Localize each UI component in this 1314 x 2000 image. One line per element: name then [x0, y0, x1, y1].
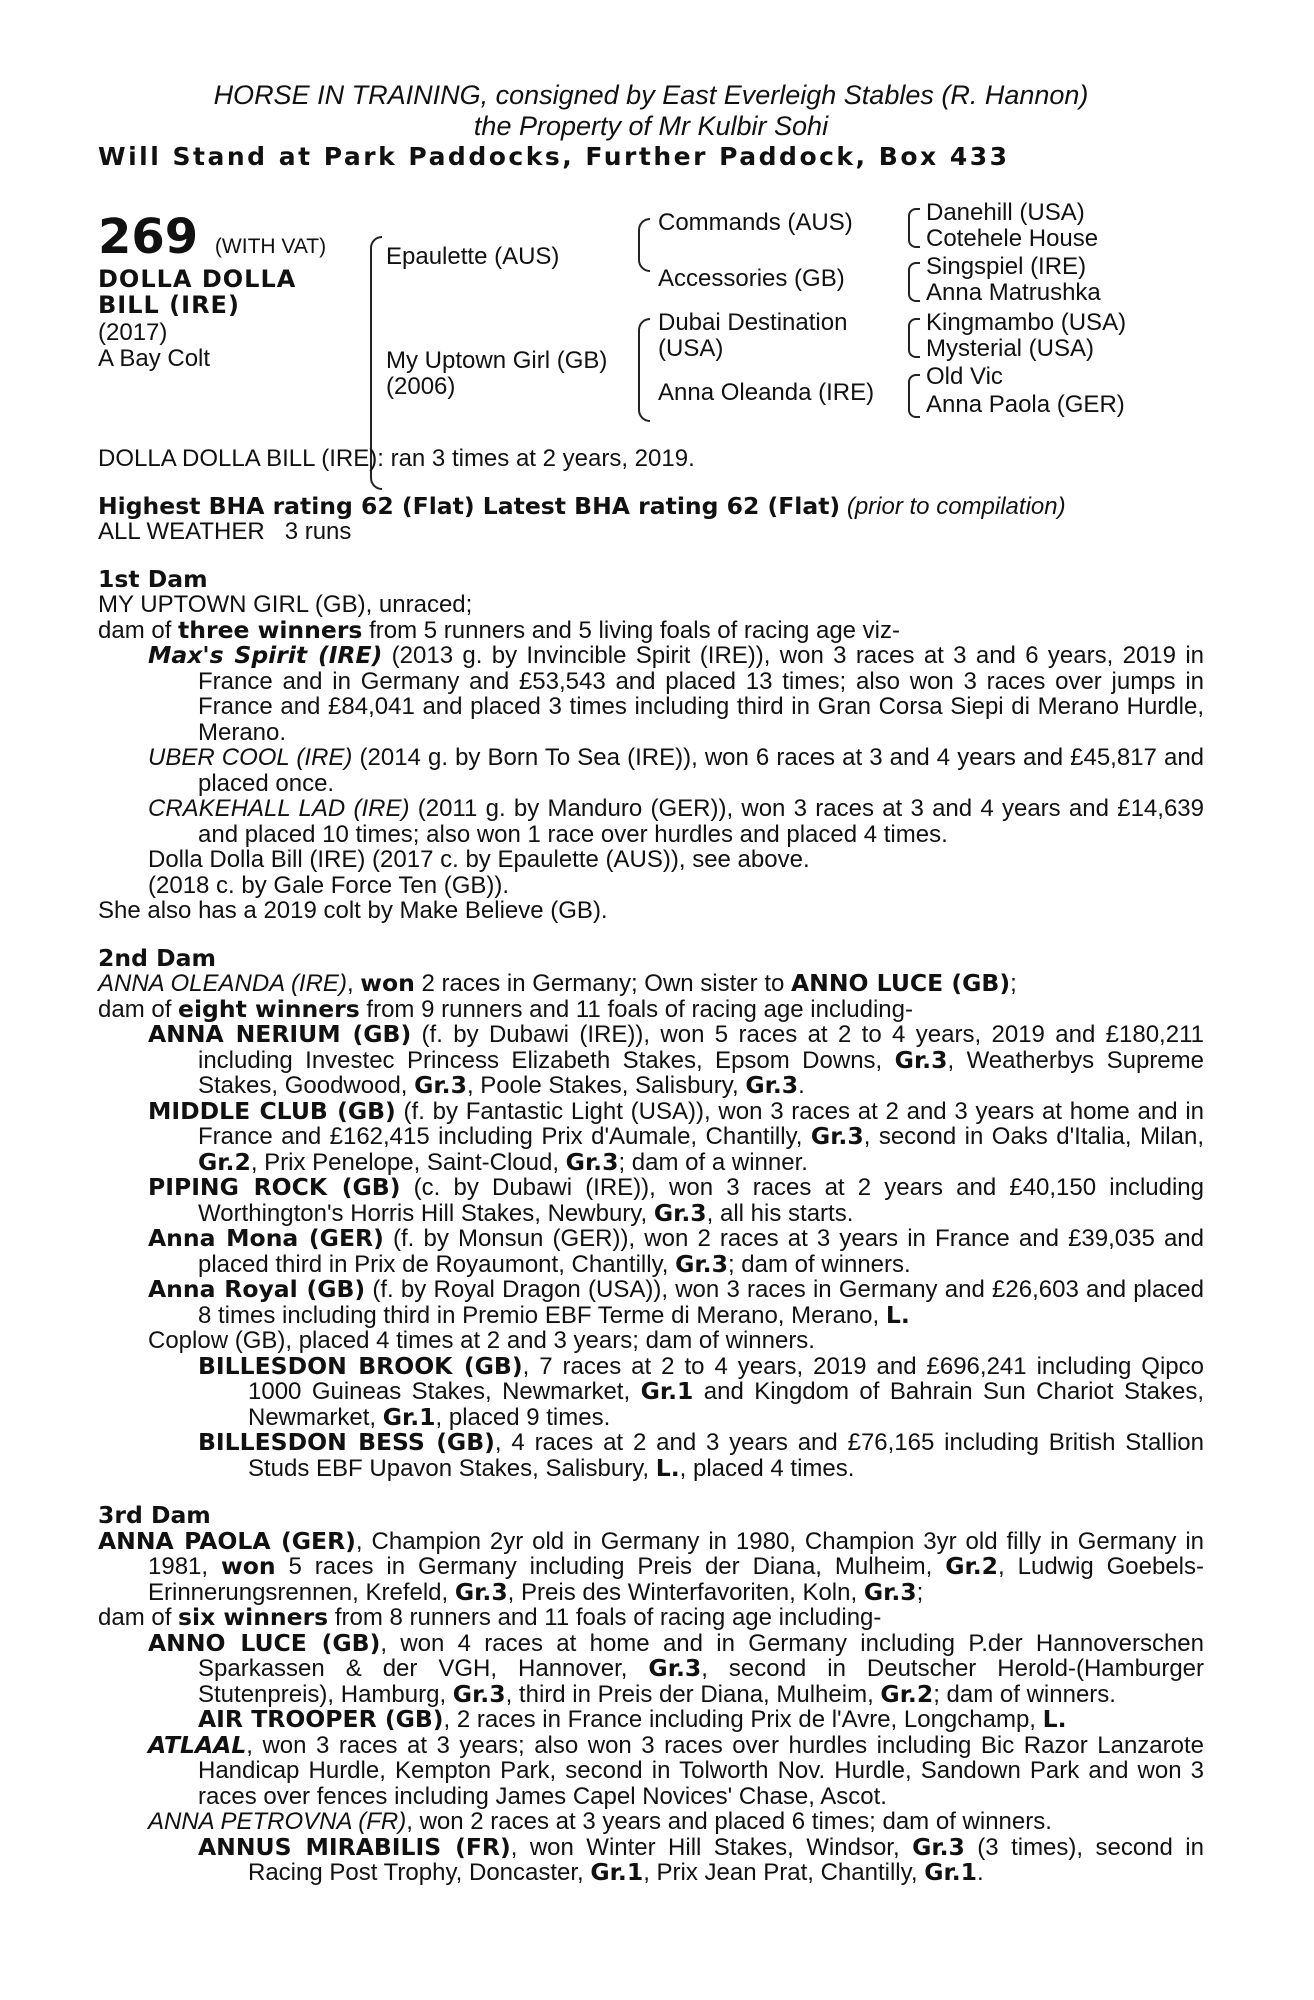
- horse-name: Max's Spirit (IRE): [148, 641, 383, 669]
- horse-name: ANNA NERIUM (GB): [148, 1020, 412, 1048]
- entry-text: , Champion 2yr old in Germany in 1980, Champion 3yr old filly in Germany in 1981,: [148, 1527, 1205, 1580]
- second-dam-produce: [98, 994, 1204, 1023]
- entry-text: , third in Preis der Diana, Mulheim,: [505, 1680, 881, 1708]
- first-dam-name: MY UPTOWN GIRL (GB), unraced;: [98, 591, 473, 618]
- entry-text: ; dam of winners.: [933, 1680, 1116, 1708]
- horse-name: BILLESDON BESS (GB): [198, 1428, 495, 1456]
- entry-text: (3 times), second in Racing Post Trophy, Doncaster,: [248, 1833, 1204, 1886]
- brace-gen3-4: [908, 374, 920, 418]
- sire-dam: Accessories (GB): [658, 264, 845, 292]
- rating-values: Highest BHA rating 62 (Flat) Latest BHA rating 62 (Flat): [98, 491, 841, 520]
- grade: Gr.3: [648, 1654, 702, 1682]
- pedigree-table: [98, 198, 1204, 498]
- entry-text: , 4 races at 2 and 3 years and £76,165 including British Stallion Studs EBF Upavon Stakes, Salisbury,: [248, 1429, 1204, 1482]
- entry-text: (f. by Dubawi (IRE)), won 5 races at 2 to 4 years, 2019 and £180,211 including Investec Princess Elizabeth Stakes, Epsom Downs,: [198, 1021, 1204, 1074]
- horse-name: ANNA PETROVNA (FR): [148, 1808, 407, 1835]
- winners-count: three winners: [178, 615, 363, 644]
- sire-dam-sire: Singspiel (IRE): [926, 252, 1087, 280]
- produce-entry: [148, 1226, 1204, 1277]
- entry-text: , won 4 races at home and in Germany including P.der Hannoverschen Sparkassen & der VGH, Hannover,: [198, 1629, 1205, 1682]
- horse-name: Anna Royal (GB): [148, 1275, 366, 1303]
- dam-name: ANNA PAOLA (GER): [98, 1526, 356, 1555]
- grade: Gr.3: [452, 1679, 506, 1708]
- brace-dam-parents: [638, 318, 650, 422]
- entry-text: , won Winter Hill Stakes, Windsor,: [510, 1833, 913, 1861]
- entry-text: , second in Oaks d'Italia, Milan,: [863, 1123, 1204, 1150]
- first-dam-produce: [98, 615, 1204, 644]
- entry-text: , won 3 races at 3 years; also won 3 races over hurdles including Bic Razor Lanzarote Handicap Hurdle, Kempton Park, second in Tolworth Nov. Hurdle, Sandown Park and won 3 races over fences including James Capel Novices' Chase, Ascot.: [198, 1731, 1204, 1810]
- entry-text: , second in Deutscher Herold-(Hamburger Stutenpreis), Hamburg,: [198, 1655, 1205, 1708]
- second-dam-heading: 2nd Dam: [98, 943, 216, 972]
- entry-text: , Weatherbys Supreme Stakes, Goodwood,: [198, 1046, 1204, 1099]
- winners-count: six winners: [178, 1603, 329, 1631]
- grade: Gr.1: [640, 1377, 694, 1405]
- produce-entry: [148, 1730, 1204, 1810]
- entry-text: , 7 races at 2 to 4 years, 2019 and £696,241 including Qipco 1000 Guineas Stakes, Newmarket,: [248, 1352, 1204, 1405]
- text-span: from 8 runners and 11 foals of racing age including-: [328, 1604, 882, 1631]
- entry-text: (f. by Monsun (GER)), won 2 races at 3 years in France and £39,035 and placed third in Prix de Royaumont, Chantilly,: [198, 1225, 1205, 1278]
- grade: L.: [885, 1300, 910, 1329]
- horse-name: UBER COOL (IRE): [148, 744, 353, 771]
- entry-text: (2013 g. by Invincible Spirit (IRE)), won 3 races at 3 and 6 years, 2019 in France and in Germany and £53,543 and placed 13 times; also won 3 races over jumps in France and £84,041 and placed 3 times including third in Gran Corsa Siepi di Merano Hurdle, Merano.: [198, 642, 1205, 746]
- brace-gen3-2: [908, 262, 920, 302]
- third-dam-name: [98, 1526, 1205, 1606]
- horse-name: ATLAAL: [148, 1730, 247, 1759]
- dam-dam-dam: Anna Paola (GER): [926, 390, 1125, 418]
- text-span: 2 races in Germany; Own sister to: [414, 970, 791, 997]
- entry-text: ;: [916, 1578, 924, 1606]
- entry-text: , Ludwig Goebels-Erinnerungsrennen, Krefeld,: [148, 1553, 1204, 1606]
- horse-name: ANNUS MIRABILIS (FR): [198, 1832, 511, 1861]
- brace-gen3-3: [908, 318, 920, 358]
- dam-sire-line2: (USA): [658, 334, 724, 362]
- grade: Gr.3: [565, 1147, 619, 1176]
- foaling-year: (2017): [98, 318, 168, 346]
- grand-produce-entry: [198, 1430, 1204, 1481]
- entry-text: (c. by Dubawi (IRE)), won 3 races at 2 years and £40,150 including Worthington's Horris Hill Stakes, Newbury,: [198, 1174, 1204, 1227]
- vat-note: (WITH VAT): [214, 234, 327, 258]
- dam-sire-sire: Kingmambo (USA): [926, 308, 1127, 336]
- grade: Gr.3: [675, 1249, 728, 1278]
- first-dam-section: [98, 564, 1205, 924]
- dam: My Uptown Girl (GB): [386, 346, 608, 374]
- won-word: won: [221, 1552, 276, 1580]
- entry-text: .: [977, 1859, 984, 1886]
- entry-text: , placed 9 times.: [435, 1403, 611, 1431]
- race-summary: DOLLA DOLLA BILL (IRE): ran 3 times at 2 years, 2019.: [98, 444, 695, 472]
- colt-note: She also has a 2019 colt by Make Believe (GB).: [98, 897, 608, 924]
- produce-entry: Dolla Dolla Bill (IRE) (2017 c. by Epaulette (AUS)), see above.: [148, 846, 810, 873]
- produce-entry: [148, 1277, 1204, 1328]
- produce-entry: Coplow (GB), placed 4 times at 2 and 3 years; dam of winners.: [148, 1327, 815, 1354]
- grade: Gr.3: [810, 1122, 864, 1150]
- text-span: ;: [1010, 970, 1017, 997]
- produce-entry: [148, 745, 1204, 796]
- produce-entry: [148, 1175, 1204, 1226]
- dam-year: (2006): [386, 372, 456, 400]
- entry-text: , Poole Stakes, Salisbury,: [466, 1072, 746, 1099]
- entry-text: , all his starts.: [706, 1199, 854, 1227]
- entry-text: (2011 g. by Manduro (GER)), won 3 races at 3 and 4 years and £14,639 and placed 10 times; also won 1 race over hurdles and placed 4 times.: [198, 795, 1204, 848]
- entry-text: (f. by Fantastic Light (USA)), won 3 races at 2 and 3 years at home and in France and £162,415 including Prix d'Aumale, Chantilly,: [198, 1097, 1205, 1150]
- entry-text: ; dam of a winner.: [618, 1148, 808, 1176]
- sire-dam-dam: Anna Matrushka: [926, 278, 1101, 306]
- header-owner: the Property of Mr Kulbir Sohi: [473, 111, 829, 141]
- entry-text: .: [798, 1072, 805, 1099]
- entry-text: , won 2 races at 3 years and placed 6 times; dam of winners.: [406, 1808, 1052, 1835]
- third-dam-produce: [98, 1605, 1204, 1631]
- grade: Gr.3: [745, 1071, 799, 1099]
- entry-text: , Prix Jean Prat, Chantilly,: [643, 1859, 925, 1886]
- text-span: dam of: [98, 1604, 179, 1631]
- produce-entry: (2018 c. by Gale Force Ten (GB)).: [148, 871, 510, 899]
- grade: L.: [1042, 1705, 1067, 1733]
- horse-name-line2: BILL (IRE): [98, 290, 240, 319]
- dam-dam-sire: Old Vic: [926, 362, 1003, 390]
- header-location: Will Stand at Park Paddocks, Further Paddock, Box 433: [98, 142, 1010, 171]
- produce-entry: [148, 1022, 1204, 1099]
- entry-text: , Prix Penelope, Saint-Cloud,: [250, 1148, 566, 1176]
- horse-name: ANNO LUCE (GB): [148, 1628, 381, 1657]
- all-weather-line: ALL WEATHER 3 runs: [98, 518, 352, 545]
- catalogue-page: [98, 80, 1204, 1886]
- grade: Gr.3: [912, 1832, 965, 1861]
- lot-number-value: 269: [98, 208, 199, 265]
- horse-name: CRAKEHALL LAD (IRE): [148, 795, 410, 822]
- horse-name-line1: DOLLA DOLLA: [98, 264, 297, 293]
- entry-text: , placed 4 times.: [679, 1454, 855, 1482]
- entry-text: ; dam of winners.: [727, 1250, 911, 1278]
- entry-text: (f. by Royal Dragon (USA)), won 3 races in Germany and £26,603 and placed 8 times including third in Premio EBF Terme di Merano, Merano,: [198, 1276, 1204, 1329]
- brace-sire-parents: [638, 218, 650, 272]
- horse-description: A Bay Colt: [98, 344, 211, 372]
- entry-text: (2014 g. by Born To Sea (IRE)), won 6 races at 3 and 4 years and £45,817 and placed once.: [198, 744, 1205, 797]
- horse-name: BILLESDON BROOK (GB): [198, 1351, 523, 1380]
- grand-produce-entry: [198, 1832, 1204, 1886]
- third-dam-section: [98, 1503, 1204, 1886]
- second-dam-section: [98, 943, 1205, 1482]
- sire-sire-sire: Danehill (USA): [926, 198, 1085, 226]
- produce-entry: [148, 1628, 1205, 1708]
- header-consignor: HORSE IN TRAINING, consigned by East Everleigh Stables (R. Hannon): [213, 80, 1089, 110]
- text-span: dam of: [98, 616, 179, 644]
- grade: Gr.1: [924, 1858, 978, 1886]
- grand-produce-entry: [198, 1351, 1204, 1431]
- grade: Gr.3: [414, 1071, 467, 1099]
- produce-entry: [148, 796, 1204, 847]
- grade: Gr.3: [863, 1577, 917, 1606]
- grade: Gr.2: [880, 1679, 934, 1708]
- sire-sire: Commands (AUS): [658, 208, 853, 236]
- winners-count: eight winners: [178, 994, 360, 1023]
- lot-number: [98, 208, 327, 272]
- grade: L.: [655, 1453, 680, 1482]
- grade: Gr.1: [590, 1858, 644, 1886]
- text-span: dam of: [98, 995, 179, 1023]
- horse-name: Anna Mona (GER): [148, 1224, 384, 1252]
- grade: Gr.3: [653, 1198, 707, 1227]
- horse-name: MIDDLE CLUB (GB): [148, 1096, 396, 1125]
- grade: Gr.1: [382, 1402, 436, 1431]
- text-span: from 9 runners and 11 foals of racing age including-: [359, 995, 913, 1023]
- dam-dam: Anna Oleanda (IRE): [658, 378, 875, 406]
- produce-entry: [148, 1096, 1205, 1176]
- grade: Gr.3: [894, 1045, 948, 1074]
- produce-entry: [148, 1809, 1204, 1835]
- dam-sire-dam: Mysterial (USA): [926, 334, 1095, 362]
- entry-text: 5 races in Germany including Preis der Diana, Mulheim,: [275, 1553, 946, 1580]
- dam-name: ANNA OLEANDA (IRE): [98, 970, 347, 997]
- grand-produce-entry: [198, 1707, 1204, 1733]
- sister-name: ANNO LUCE (GB): [791, 969, 1011, 997]
- third-dam-heading: 3rd Dam: [98, 1501, 211, 1529]
- produce-entry: [148, 643, 1204, 745]
- grade: Gr.3: [454, 1577, 508, 1606]
- grade: Gr.2: [198, 1147, 251, 1176]
- sire-sire-dam: Cotehele House: [926, 224, 1099, 252]
- entry-text: , 2 races in France including Prix de l'Avre, Longchamp,: [443, 1706, 1043, 1733]
- horse-name: AIR TROOPER (GB): [198, 1705, 444, 1733]
- rating-note: (prior to compilation): [846, 492, 1066, 520]
- entry-text: , Preis des Winterfavoriten, Koln,: [507, 1578, 864, 1606]
- entry-text: and Kingdom of Bahrain Sun Chariot Stakes, Newmarket,: [248, 1378, 1204, 1431]
- second-dam-name: [98, 971, 1204, 997]
- text-span: from 5 runners and 5 living foals of racing age viz-: [362, 616, 901, 644]
- won-word: won: [360, 969, 415, 997]
- dam-sire-line1: Dubai Destination: [658, 308, 848, 336]
- brace-gen3-1: [908, 208, 920, 248]
- horse-name: PIPING ROCK (GB): [148, 1173, 401, 1201]
- grade: Gr.2: [945, 1552, 999, 1580]
- sire: Epaulette (AUS): [386, 242, 560, 270]
- text-span: ,: [346, 970, 361, 997]
- first-dam-heading: 1st Dam: [98, 564, 208, 593]
